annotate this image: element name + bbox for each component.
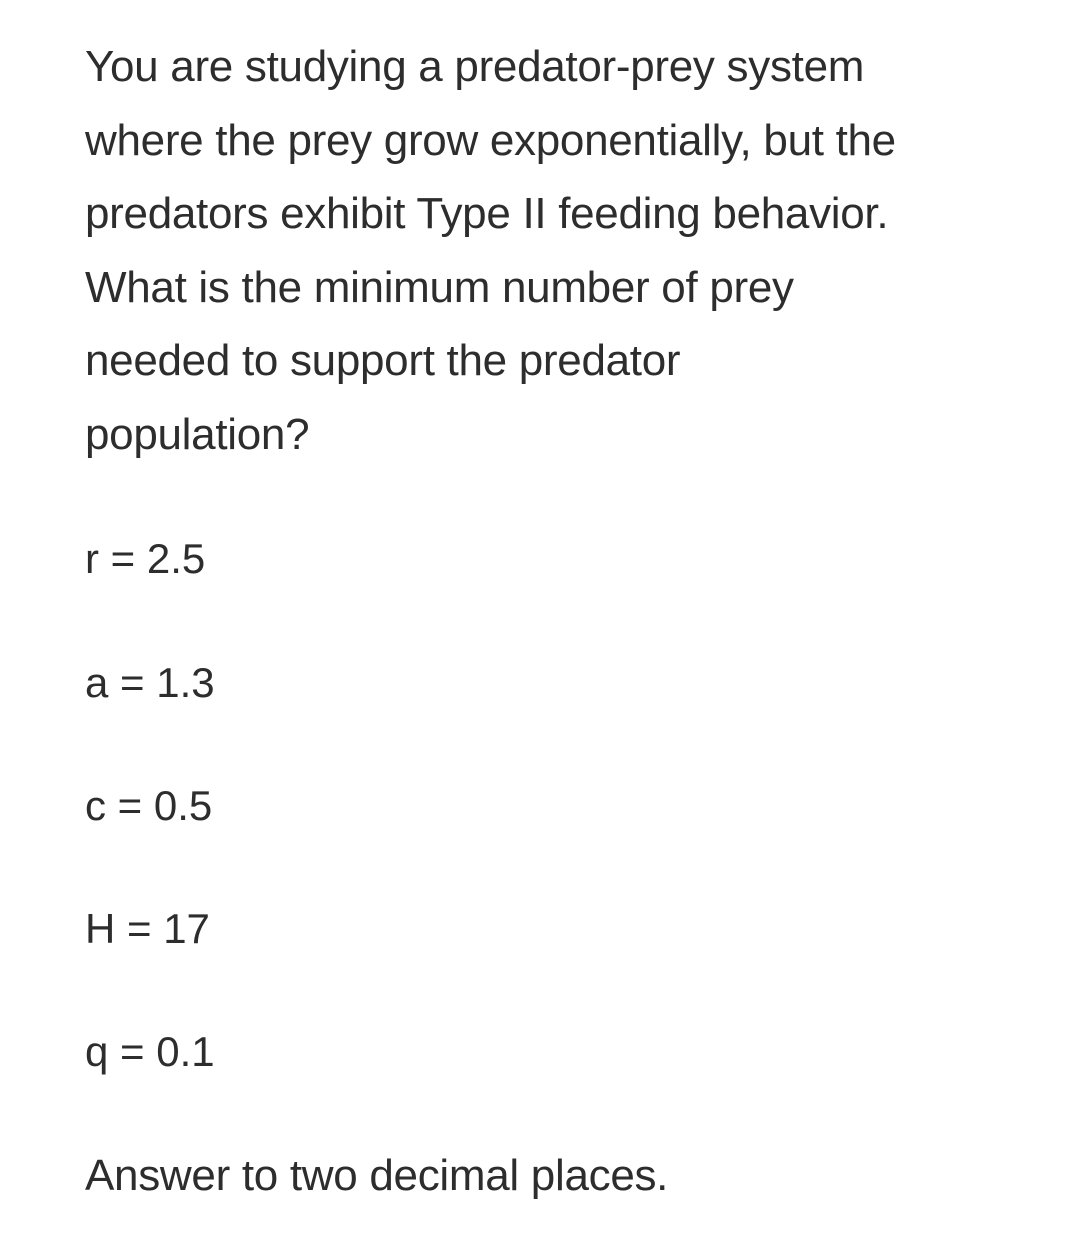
answer-instruction: Answer to two decimal places.	[85, 1151, 669, 1200]
question-line: population?	[85, 409, 310, 459]
question-line: You are studying a predator-prey system	[85, 42, 865, 91]
question-line: predators exhibit Type II feeding behavior.	[85, 189, 889, 238]
question-text	[85, 30, 1065, 471]
question-line: needed to support the predator	[85, 336, 681, 385]
parameter-h: H = 17	[85, 905, 210, 952]
parameter-c: c = 0.5	[85, 782, 213, 829]
parameter-r: r = 2.5	[85, 535, 206, 582]
parameter-q: q = 0.1	[85, 1028, 215, 1075]
question-line: where the prey grow exponentially, but the	[85, 115, 896, 165]
parameter-a: a = 1.3	[85, 659, 215, 706]
question-line: What is the minimum number of prey	[85, 262, 794, 312]
